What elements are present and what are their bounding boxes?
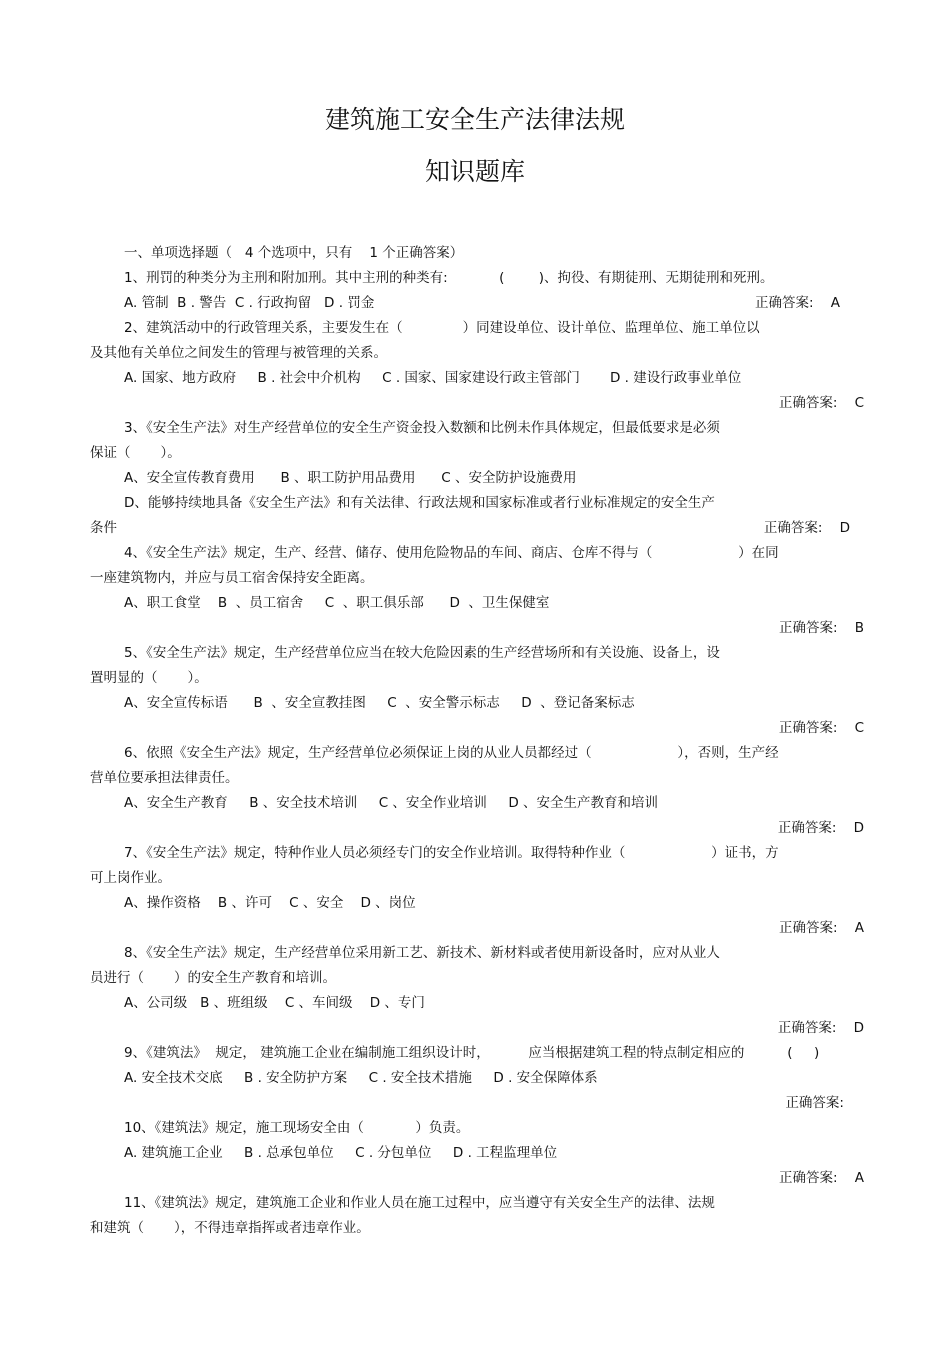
question-5-line-2: 置明显的（ ）。 (90, 670, 208, 686)
question-4-line-2: 一座建筑物内，并应与员工宿舍保持安全距离。 (90, 570, 374, 586)
question-3-options-1: A、安全宣传教育费用 B 、职工防护用品费用 C 、安全防护设施费用 (124, 470, 577, 486)
question-8-line-2: 员进行（ ）的安全生产教育和培训。 (90, 970, 337, 986)
question-2-options: A. 国家、地方政府 B . 社会中介机构 C . 国家、国家建设行政主管部门 D . 建设行政事业单位 (124, 370, 742, 386)
question-10-options: A. 建筑施工企业 B . 总承包单位 C . 分包单位 D . 工程监理单位 (124, 1145, 558, 1161)
question-5-answer: 正确答案: C (778, 720, 864, 736)
question-8-answer: 正确答案: D (777, 1020, 864, 1036)
question-11-line-1: 11、《建筑法》规定，建筑施工企业和作业人员在施工过程中，应当遵守有关安全生产的法律、法规 (124, 1195, 715, 1211)
question-6-line-1: 6、依照《安全生产法》规定，生产经营单位必须保证上岗的从业人员都经过（ ），否则，生产经 (124, 745, 779, 761)
question-8-options: A、公司级 B 、班组级 C 、车间级 D 、专门 (124, 995, 425, 1011)
question-4-answer: 正确答案: B (779, 620, 864, 636)
question-8-line-1: 8、《安全生产法》规定，生产经营单位采用新工艺、新技术、新材料或者使用新设备时，应对从业人 (124, 945, 720, 961)
question-9-line-1: 9、《建筑法》 规定， 建筑施工企业在编制施工组织设计时， 应当根据建筑工程的特点制定相应的 ( ) (124, 1045, 820, 1061)
question-3-answer: 正确答案: D (763, 520, 850, 536)
section-heading: 一、单项选择题（ 4 个选项中，只有 1 个正确答案） (124, 245, 464, 261)
question-6-answer: 正确答案: D (777, 820, 864, 836)
question-9-answer: 正确答案: (785, 1095, 844, 1111)
question-3-tail: 条件 (90, 520, 117, 536)
question-2-line-1: 2、建筑活动中的行政管理关系，主要发生在（ ）同建设单位、设计单位、监理单位、施工单位以 (124, 320, 760, 336)
question-1-answer: 正确答案: A (755, 295, 840, 311)
question-10-line-1: 10、《建筑法》规定，施工现场安全由（ ）负责。 (124, 1120, 470, 1136)
question-2-answer: 正确答案: C (778, 395, 864, 411)
document-title: 建筑施工安全生产法律法规 (324, 105, 625, 134)
question-1-line-1: 1、刑罚的种类分为主刑和附加刑。其中主刑的种类有: ( )、拘役、有期徒刑、无期徒刑和死刑。 (124, 270, 774, 286)
question-10-answer: 正确答案: A (779, 1170, 864, 1186)
question-11-line-2: 和建筑（ ），不得违章指挥或者违章作业。 (90, 1220, 370, 1236)
question-3-line-2: 保证（ ）。 (90, 445, 181, 461)
question-7-line-1: 7、《安全生产法》规定，特种作业人员必须经专门的安全作业培训。取得特种作业（ ）证书，方 (124, 845, 779, 861)
question-1-options: A. 管制 B . 警告 C . 行政拘留 D . 罚金 (124, 295, 375, 311)
question-7-line-2: 可上岗作业。 (90, 870, 171, 886)
question-3-line-1: 3、《安全生产法》对生产经营单位的安全生产资金投入数额和比例未作具体规定，但最低要求是必须 (124, 420, 720, 436)
question-6-line-2: 营单位要承担法律责任。 (90, 770, 239, 786)
question-4-options: A、职工食堂 B 、员工宿舍 C 、职工俱乐部 D 、卫生保健室 (124, 595, 550, 611)
question-9-options: A. 安全技术交底 B . 安全防护方案 C . 安全技术措施 D . 安全保障体系 (124, 1070, 598, 1086)
question-5-options: A、安全宣传标语 B 、安全宣教挂图 C 、安全警示标志 D 、登记备案标志 (124, 695, 635, 711)
document-subtitle: 知识题库 (424, 157, 525, 186)
question-5-line-1: 5、《安全生产法》规定，生产经营单位应当在较大危险因素的生产经营场所和有关设施、设备上，设 (124, 645, 720, 661)
question-2-line-2: 及其他有关单位之间发生的管理与被管理的关系。 (90, 345, 387, 361)
question-7-options: A、操作资格 B 、许可 C 、安全 D 、岗位 (124, 895, 416, 911)
question-4-line-1: 4、《安全生产法》规定，生产、经营、储存、使用危险物品的车间、商店、仓库不得与（ ）在同 (124, 545, 779, 561)
question-3-options-2: D、能够持续地具备《安全生产法》和有关法律、行政法规和国家标准或者行业标准规定的安全生产 (124, 495, 715, 511)
question-6-options: A、安全生产教育 B 、安全技术培训 C 、安全作业培训 D 、安全生产教育和培训 (124, 795, 659, 811)
question-7-answer: 正确答案: A (779, 920, 864, 936)
